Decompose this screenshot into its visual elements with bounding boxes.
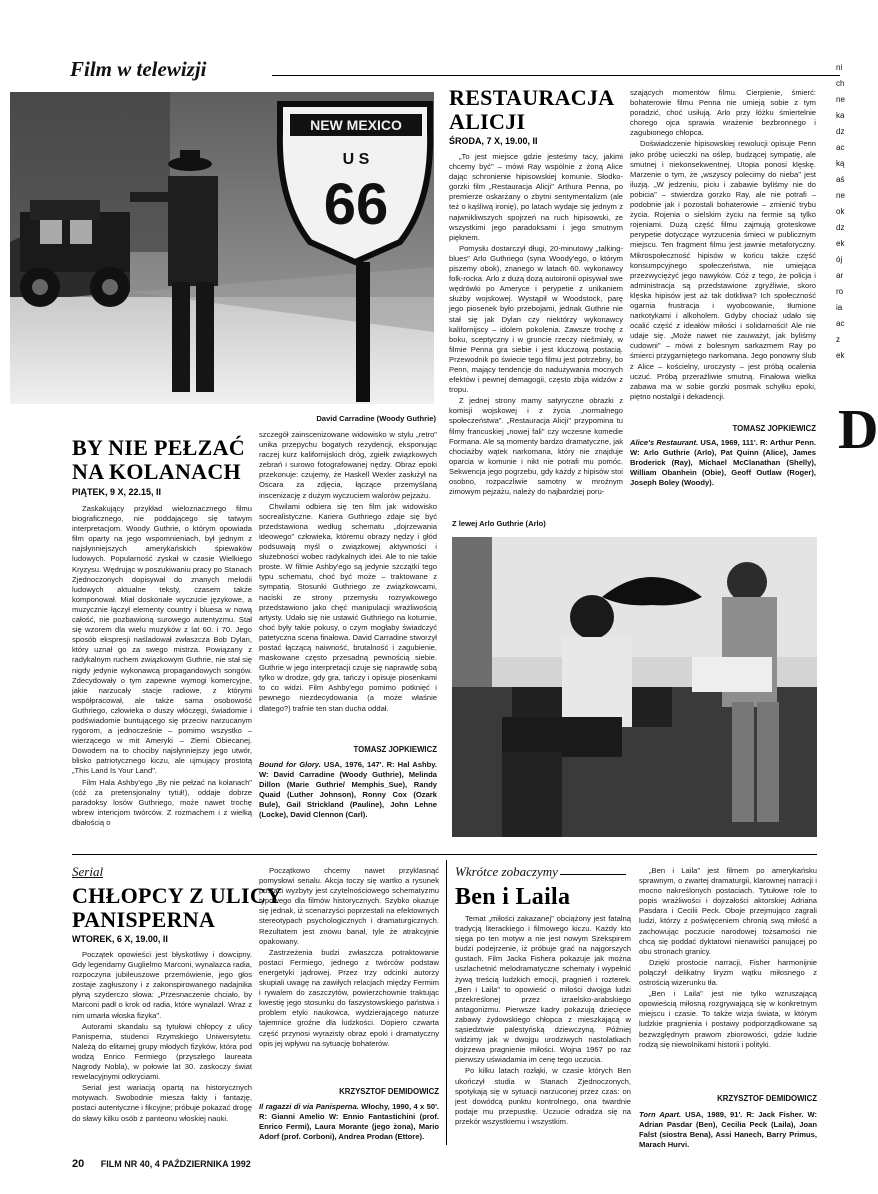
by-nie-credits bbox=[259, 760, 437, 840]
paragraph: Początkowo chcemy nawet przyklasnąć pomysłowi serialu. Akcja toczy się wartko a rysunek postaci wyzbyty jest czytelnościowego schematyzmu typowego dla filmów historycznych. Szybko okazuje się jednak, iż scenarzyści poprzestali na efektownych stereotypach psychologicznych i dramaturgicznych. Rezultatem jest znowu banał, tyle że atrakcyjnie opakowany. bbox=[259, 866, 439, 946]
right-edge-bracket: D bbox=[838, 399, 878, 461]
paragraph: Film Hala Ashby'ego „By nie pełzać na kolanach" (cóż za pretensjonalny tytuł!), oddaje dobrze paradoksy losów Guthriego, może nawet trochę wbrew intencjom twórców. Z rozmachem i z wielką dbałością o bbox=[72, 777, 252, 827]
credits-text: USA, 1976, 147'. R: Hal Ashby. W: David Carradine (Woody Guthrie), Melinda Dillon (Marie Guthrie/ Memphis_Sue), Randy Quaid (Luther Johnson), Ronny Cox (Ozark Bule), Gail Strickland (Pauline), John Lehne (Locke), David Clennon (Carl). bbox=[259, 760, 437, 820]
edge-fragment: dz bbox=[836, 223, 845, 232]
page-number: 20 bbox=[72, 1158, 85, 1170]
serial-col2 bbox=[259, 866, 439, 1084]
restauracja-col1 bbox=[449, 152, 623, 524]
edge-fragment: ac bbox=[836, 143, 845, 152]
section-header bbox=[70, 57, 770, 81]
by-nie-title-2: NA KOLANACH bbox=[72, 459, 241, 484]
edge-fragment: ój bbox=[836, 255, 843, 264]
paragraph: „Ben i Laila" jest nie tylko wzruszającą opowieścią miłosną rozgrywającą się w konkretnym miejscu i czasie. To także wizja świata, w którym ludzkie pragnienia i postawy podporządkowane są bezwzględnym prawom zbiorowości, gdzie ludzie rodzą się niewolnikami historii i polityki. bbox=[639, 989, 817, 1049]
edge-fragment: z bbox=[836, 335, 840, 344]
right-edge-fragments bbox=[836, 60, 878, 650]
paragraph: Autorami skandalu są tytułowi chłopcy z ulicy Panisperna, studenci Rzymskiego Uniwersytetu. Należą do elitarnej grupy młodych fizyków, która pod wodzą Enrico Fermiego (przyszłego laureata Nagrody Nobla), w połowie lat 30. zaskoczy świat rewelacyjnymi odkryciami. bbox=[72, 1021, 252, 1082]
paragraph: Po kilku latach rozłąki, w czasie których Ben ukończył studia w Stanach Zjednoczonych, spotykają się w sytuacji narzuconej przez czas: on jest dowódcą punktu kontrolnego, ona twardnie podaje mu przepustkę. Uczucie odradza się na przekór wszystkiemu i wszystkim. bbox=[455, 1066, 631, 1126]
paragraph: Chwilami odbiera się ten film jak widowisko socrealistyczne. Kariera Guthriego zdaje się być przedstawiona według schematu „dojrzewania ideowego" człowieka, któremu obrazy nędzy i głód podsuwają myśl o związkowej aktywności i służebności wobec radykalnych idei. Ale to nie takie proste. W filmie Ashby'ego są jedynie szczątki tego typu schematu, choć być może – traktowane z sympatią. Stosunki Guthriego ze związkowcami, naciski ze strony przemysłu rozrywkowego przedstawiono jako chęć manipulacji wrażliwością artysty. Udało się nie ustawić Guthriego na koturnie, choć były takie pokusy, o czym mogłaby świadczyć patetyczna scena finałowa. David Carradine stworzył postać łączącą naiwność, brutalność i zagubienie, maskowane często przesadną pewnością siebie. Guthrie w jego interpretacji czuje się naprawdę sobą tylko w drodze, gdy gra, tańczy i opisuje piosenkami to co widzi. Film Ashby'ego pomimo potknięć i pewnego niezdecydowania (a może właśnie dlatego?) trafnie ten stan ducha oddał. bbox=[259, 501, 437, 713]
credits-title: Il ragazzi di via Panisperna. bbox=[259, 1102, 359, 1111]
edge-fragment: ac bbox=[836, 319, 845, 328]
paragraph: Dzięki prostocie narracji, Fisher harmonijnie połączył delikatny liryzm wątku miłosnego z ostrością wizerunku tła. bbox=[639, 957, 817, 988]
page-footer bbox=[72, 1158, 472, 1170]
restauracja-credits bbox=[630, 438, 816, 508]
by-nie-col1 bbox=[72, 504, 252, 840]
ben-credits bbox=[639, 1110, 817, 1164]
serial-title-1: CHŁOPCY Z ULICY bbox=[72, 883, 283, 908]
ben-kicker: Wkrótce zobaczymy bbox=[455, 864, 558, 879]
restauracja-col2 bbox=[630, 88, 816, 418]
serial-signature: KRZYSZTOF DEMIDOWICZ bbox=[339, 1087, 439, 1096]
serial-kicker: Serial bbox=[72, 864, 104, 879]
serial-credits bbox=[259, 1102, 439, 1164]
sign-us: U S bbox=[342, 151, 370, 168]
hospital-scene-photo bbox=[452, 537, 817, 837]
ben-title: Ben i Laila bbox=[455, 884, 571, 910]
edge-fragment: aś bbox=[836, 175, 845, 184]
edge-fragment: ne bbox=[836, 95, 845, 104]
route-66-photo bbox=[10, 92, 434, 404]
credits-text: USA, 1969, 111'. R: Arthur Penn. W: Arlo Guthrie (Arlo), Pat Quinn (Alice), James Broderick (Ray), Michael McClanathan (Shelly), William Obanhein (Obie), Geoff Outlaw (Roger), Joseph Boley (Woody). bbox=[630, 438, 816, 488]
paragraph: Zaskakujący przykład wieloznacznego filmu biograficznego, nie poddającego się tatwym interpretacjom. Woody Guthrie, o którym opowiada film oparty na jego wspomnieniach, był jednym z najsłynniejszych amerykańskich śpiewaków ludowych. Popularność zyskał w czasie Wielkiego Kryzysu. Wędrując w poszukiwaniu pracy po Stanach Zjednoczonych dopisywał do znanych melodii ludowych aktualne teksty, czasem także komponował. Miał doskonałe wyczucie językowe, a muzycznie łączył elementy country i bluesa w nową całość, nie pozbawioną surowego autentyzmu. Stał się wzorem dla wielu muzyków z lat 60. i 70. Jego sposób ekspresji naśladował zwłaszcza Bob Dylan, który uznał go za swego mistrza. Powiązany z radykalnym ruchem związkowym Guthrie, nie stał się nigdy jedynie wykonawcą propagandowych songów. Zdecydowały o tym zapewne wymogi komercyjne, jakie narzucały stacje radiowe, z którymi współpracował, ale także sama osobowość Guthriego, człowieka o duszy włóczęgi, świadomie i podświadomie buntującego się przeciw narzucanym rygorom, a jednocześnie – pomimo wszystko – wierzącego w mit Ameryki – Ziemi Obiecanej. Dowodem na to chociby najsłynniejszy jego utwór, blisko patriotycznego kiczu, ale ujmujący prostotą „This Land Is Your Land". bbox=[72, 504, 252, 776]
credits-title: Bound for Glory. bbox=[259, 760, 321, 769]
paragraph: Początek opowieści jest błyskotliwy i dowcipny. Gdy legendarny Guglielmo Marconi, wynalazca radia, rozpoczyna jubileuszowe przemówienie, jego głos zostaje zagłuszony i z zakonspirowanego nadajnika płyną szyderczo słowa: „Przesnaczenie chciało, by Marconi padł o krok od radia, które wynalazł. Wraz z nim umarła włoska fizyka". bbox=[72, 950, 252, 1020]
top-photo-caption: David Carradine (Woody Guthrie) bbox=[316, 414, 436, 423]
edge-fragment: ni bbox=[836, 63, 843, 72]
serial-dateline: WTOREK, 6 X, 19.00, II bbox=[72, 934, 168, 944]
top-photo bbox=[10, 92, 434, 404]
edge-fragment: dz bbox=[836, 127, 845, 136]
ben-signature: KRZYSZTOF DEMIDOWICZ bbox=[717, 1094, 817, 1103]
header-rule bbox=[272, 75, 840, 76]
by-nie-col2 bbox=[259, 430, 437, 740]
by-nie-dateline: PIĄTEK, 9 X, 22.15, II bbox=[72, 487, 162, 497]
edge-fragment: ia bbox=[836, 303, 843, 312]
paragraph: Pomysłu dostarczył długi, 20-minutowy „talking-blues" Arlo Guthriego (syna Woody'ego, o którym piszemy obok), znanego w latach 60. wykonawcy folk-rocka. Arlo z dużą dozą autoironii opisywał swe wędrówki po Ameryce i perypetie z unikaniem służby wojskowej. Wystąpił w Woodstock, parę jego piosenek było przebojami, jednak Guthrie nie stał się jak Dylan czy niektórzy wykonawcy kalifornijscy – idolem pokolenia. Zawsze trochę z boku, sceptyczny i w gruncie rzeczy niešmiały, w filmie Penna gra siebie i jest kluczową postacią. Przewodnik po świecie tego filmu jest potrzebny, bo Penn, mający tendencje do nadużywania mocnych efektów i pewnej demagogii, często zbija widzów z tropu. bbox=[449, 243, 623, 395]
restauracja-title-1: RESTAURACJA bbox=[449, 85, 615, 110]
edge-fragment: ek bbox=[836, 239, 845, 248]
serial-title-2: PANISPERNA bbox=[72, 907, 216, 932]
by-nie-signature: TOMASZ JOPKIEWICZ bbox=[353, 745, 437, 754]
credits-title: Torn Apart. bbox=[639, 1110, 682, 1119]
ben-col2 bbox=[639, 866, 817, 1088]
ben-kicker-rule bbox=[560, 874, 626, 875]
serial-col1 bbox=[72, 950, 252, 1150]
paragraph: szczegół zainscenizowane widowisko w stylu „retro" unika przepychu bogatych rezydencji, eksponując raczej kurz kalifornijskich dróg, zgiełk związkowych zebrań i surowo fotografowanej nędzy. Obraz epoki przekonuje: czujemy, że Haskell Wexler zasłużył na Oscara za zdjęcia, łączące przemyślaną inscenizację z dużym wyczuciem walorów pejzażu. bbox=[259, 430, 437, 500]
edge-fragment: ką bbox=[836, 159, 845, 168]
paragraph: Serial jest wariacją opartą na historycznych motywach. Swobodnie miesza fakty i fantazję, postaci autentyczne i fikcyjne; próbuje pokazać drogę do sławy kilku osób z panteonu włoskiej nauki. bbox=[72, 1083, 252, 1123]
sign-state: NEW MEXICO bbox=[310, 117, 402, 133]
section-title: Film w telewizji bbox=[70, 57, 207, 81]
restauracja-dateline: ŚRODA, 7 X, 19.00, II bbox=[449, 136, 538, 146]
credits-text: USA, 1989, 91'. R: Jack Fisher. W: Adrian Pasdar (Ben), Cecilia Peck (Laila), Joan Falst (siostra Bena), Assi Hanech, Barry Primus, Marach Hurvi. bbox=[639, 1110, 817, 1150]
sign-number: 66 bbox=[323, 172, 389, 237]
edge-fragment: ro bbox=[836, 287, 844, 296]
restauracja-signature: TOMASZ JOPKIEWICZ bbox=[732, 424, 816, 433]
paragraph: Z jednej strony mamy satyryczne obrazki z komisji wojskowej i z życia „normalnego społeczeństwa". „Restauracja Alicji" przypomina tu filmy francuskiej „nowej fali" czy wczesne komedie Formana. Ale są momenty bardzo dramatyczne, jak chociażby wątek narkomana, który nie znajduje oparcia w komunie i nikt nie potrafi mu pomóc. Sekwencja jego pogrzebu, gdy każdy z hipisów stoi osobno, rozpaczliwie samotny w mroźnym zimowym pejzażu, należy do najbardziej poru- bbox=[449, 396, 623, 497]
edge-fragment: ne bbox=[836, 191, 845, 200]
paragraph: Zastrzeżenia budzi zwłaszcza potraktowanie postaci Fermiego, jednego z twórców podstaw energetyki jądrowej. Przez trzy odcinki autorzy skupiali uwagę na zawiłych relacjach między Fermim i rywalem do zaszczytów, powierzchownie traktując kwestię jego stosunku do faszystowskiego państwa i problem etyki naukowca, wydzierającego naturze tajemnice groźne dla ludzkości. Dopiero czwarta część przynosi wyrazisty obraz epoki i dramatyczny opis jej wpływu na sytuację bohaterów. bbox=[259, 947, 439, 1048]
paragraph: „To jest miejsce gdzie jesteśmy tacy, jakimi chcemy być" – mówi Ray wspólnie z żoną Alice dając schronienie hipisowskiej komunie. Słodko-gorzki film „Restauracja Alicji" Arthura Penna, po premierze oskarżany o zbytni sentymentalizm (ale też o kąśliwą ironię), po latach wydaje się jednym z najwnikliwszych spojrzeń na ruch hipisowski, ze wszystkimi jego paradoksami i jego smutnym pięknem. bbox=[449, 152, 623, 242]
edge-fragment: ar bbox=[836, 271, 844, 280]
by-nie-title-1: BY NIE PEŁZAĆ bbox=[72, 435, 246, 460]
edge-fragment: ek bbox=[836, 351, 845, 360]
credits-text: Włochy, 1990, 4 x 50'. R: Gianni Amelio W: Ennio Fantastichini (prof. Enrico Fermi), Laura Morante (jego żona), Mario Adorf (prof. Corboni), Andrea Prodan (Ettore). bbox=[259, 1102, 439, 1142]
ben-col1 bbox=[455, 914, 631, 1150]
arlo-photo bbox=[452, 537, 817, 837]
paragraph: „Ben i Laila" jest filmem po amerykańsku sprawnym, o zwartej dramaturgii, klarownej narracji i mocno nakreślonych postaciach. Tytułowe role to popis wrażliwości i dojrzałości aktorskiej Adriana Pasdara i Cecilii Peck. Oboje przejmująco zagrali ludzi, którzy z poświęceniem chronią swą miłość a zachowując poczucie narodowej tożsamości nie chcą się poddać dyktatowi nienawiści panującej po obu stronach granicy. bbox=[639, 866, 817, 956]
paragraph: Doświadczenie hipisowskiej rewolucji opisuje Penn jako próbę ucieczki na oślep, budzącej sympatię, ale smutnej i niekonsekwentnej. Utopia ponosi klęskę. Marzenie o tym, że „wszyscy polecimy do nieba" jest iluzją. „W jedzeniu, piciu i zabawie byliśmy nie do pobicia" – stwierdza gorzko Ray, ale nie potrafi – podobnie jak i pozostali bohaterowie – zmienić trybu życia. Rojenia o sielskim życiu na fermie są tylko rojeniami. Dużą część filmu zajmują groteskowe perypetie dotyczące wyrzucenia śmieci w publicznym miejscu. Ten fragment filmu jest jawnie metaforyczny. Mikrospołeczność hipisów w końcu także część konsumpcyjnego społeczeństwa, nie umiejąca przezwyciężyć jego nawyków. Cóż z tego, że policja i administracja są przedstawione zgryźliwie, skoro klęska hipisów jest aż tak dotkliwa? Ich społeczność ogarnia frustracja i wyobcowanie, tłumione narkotykami i alkoholem. Gdyby chociaż udało się ocalić część z ideałów miłości i solidarności! Ale nie udaje się. „Może nawet nie zauważyt, jak byliśmy cudowni" – mówi z bolesnym sarkazmem Ray po śmierci przygarniętego narkomana. Jego ponowny ślub z Alice – kościelny, uroczysty – jest próbą ocalenia uczuć. Próbą przeraźliwie smutną. Finałowa wielka zabawa ma w sobie gorzki posmak schyłku epoki, piętno nostalgii i dekadencji. bbox=[630, 139, 816, 401]
bottom-section-rule bbox=[72, 854, 817, 855]
edge-fragment: ka bbox=[836, 111, 845, 120]
paragraph: szających momentów filmu. Cierpienie, śmierć: bohaterowie filmu Penna nie umieją sobie z tym poradzić, choć usiłują. Arlo przy łóżku śmiertelnie chorego ojca sprawia wrażenie bezbronnego i zagubionego chłopca. bbox=[630, 88, 816, 138]
issue-info: FILM NR 40, 4 PAŹDZIERNIKA 1992 bbox=[100, 1159, 251, 1169]
arlo-photo-caption: Z lewej Arlo Guthrie (Arlo) bbox=[452, 519, 546, 528]
paragraph: Temat „miłości zakazanej" obciążony jest fatalną tradycją literackiego i filmowego kiczu. Każdy kto sięga po ten motyw a nie jest nowym Szekspirem budzi podejrzenie, iż próbuje grać na najgorszych gustach. Film Jacka Fishera pokazuje jak można uszlachetnić melodramatyczne schematy i wypełnić żywą treścią ludzkich emocji, pragnień i rozterek. „Ben i Laila" to opowieść o miłości dwojga ludzi przekreślonej przez izraelsko-arabskiego antagonizmu. Pierwsze kadry pokazują dziecięce zabawy żydowskiego chłopca z mieszkającą w sąsiedztwie palestyńską dziewczyną. Później widzimy jak w dwojgu urodziwych nastolatkach dojrzewa pragnienie miłości. Wojna 1967 po raz pierwszy uświadamia im cenę tego uczucia. bbox=[455, 914, 631, 1065]
edge-fragment: ch bbox=[836, 79, 845, 88]
credits-title: Alice's Restaurant. bbox=[630, 438, 699, 447]
bottom-column-divider bbox=[446, 860, 447, 1145]
restauracja-title-2: ALICJI bbox=[449, 109, 526, 134]
edge-fragment: ok bbox=[836, 207, 845, 216]
